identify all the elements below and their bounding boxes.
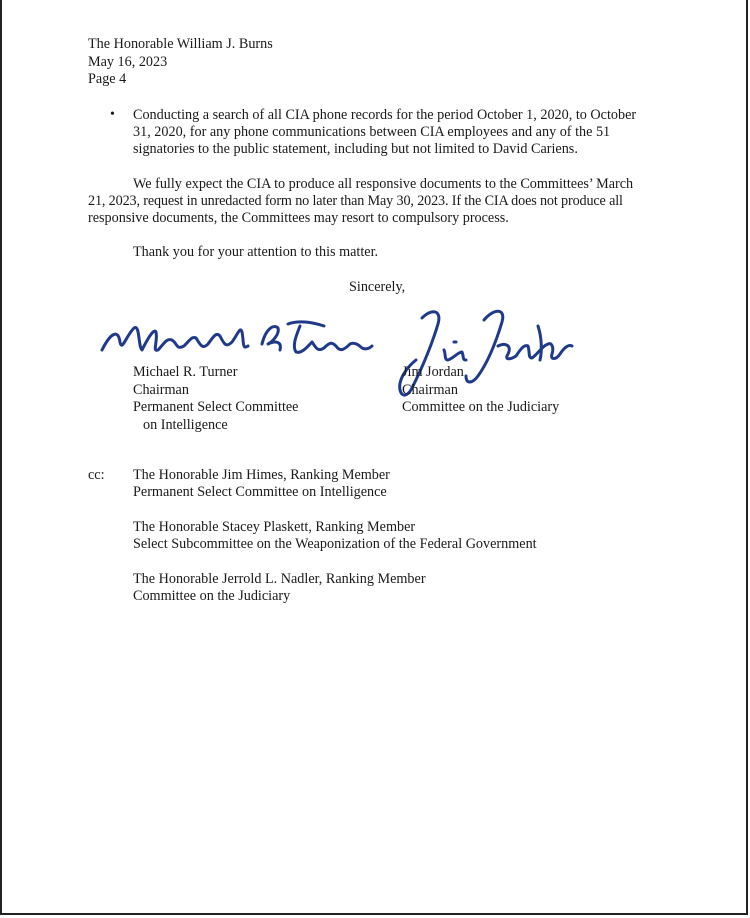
- cc-entry-nadler: [133, 571, 426, 605]
- bullet-line-2: 31, 2020, for any phone communications between CIA employees and any of the 51: [133, 124, 611, 140]
- body-line-1: We fully expect the CIA to produce all responsive documents to the Committees’ March: [133, 176, 634, 192]
- signatory-title: Chairman: [402, 381, 458, 398]
- body-line-2: 21, 2023, request in unredacted form no later than May 30, 2023. If the CIA does not produce all: [88, 193, 623, 209]
- letter-header: [88, 36, 273, 89]
- recipient-line: The Honorable William J. Burns: [88, 36, 273, 52]
- cc-entry-plaskett: [133, 519, 537, 553]
- cc-entry-himes: [133, 467, 390, 501]
- cc-entry-line: The Honorable Jerrold L. Nadler, Ranking Member: [133, 571, 426, 587]
- date-line: May 16, 2023: [88, 53, 168, 70]
- signatory-title: Chairman: [133, 381, 189, 398]
- cc-entry-line: Select Subcommittee on the Weaponization of the Federal Government: [133, 536, 537, 552]
- signatory-jordan: [402, 364, 559, 417]
- turner-signature: [102, 322, 372, 352]
- closing-line: Sincerely,: [349, 279, 406, 295]
- cc-label: cc:: [88, 467, 105, 483]
- bullet-line-1: Conducting a search of all CIA phone records for the period October 1, 2020, to October: [133, 107, 637, 123]
- thanks-line: Thank you for your attention to this matter.: [133, 244, 379, 260]
- signatory-committee: Committee on the Judiciary: [402, 399, 560, 415]
- page-number: Page 4: [88, 71, 127, 87]
- signatory-name: Michael R. Turner: [133, 364, 238, 380]
- bullet-line-3: signatories to the public statement, including but not limited to David Cariens.: [133, 141, 578, 157]
- signatory-committee: Permanent Select Committee: [133, 399, 299, 415]
- cc-entry-line: The Honorable Stacey Plaskett, Ranking Member: [133, 519, 416, 535]
- cc-entry-line: Committee on the Judiciary: [133, 588, 291, 604]
- bullet-marker: •: [110, 107, 115, 122]
- cc-entry-line: Permanent Select Committee on Intelligence: [133, 484, 387, 500]
- body-line-3: responsive documents, the Committees may resort to compulsory process.: [88, 210, 509, 226]
- signatory-name: Jim Jordan: [402, 364, 464, 380]
- cc-entry-line: The Honorable Jim Himes, Ranking Member: [133, 467, 390, 483]
- signatory-committee-cont: on Intelligence: [143, 416, 228, 433]
- signatory-turner: [133, 364, 298, 434]
